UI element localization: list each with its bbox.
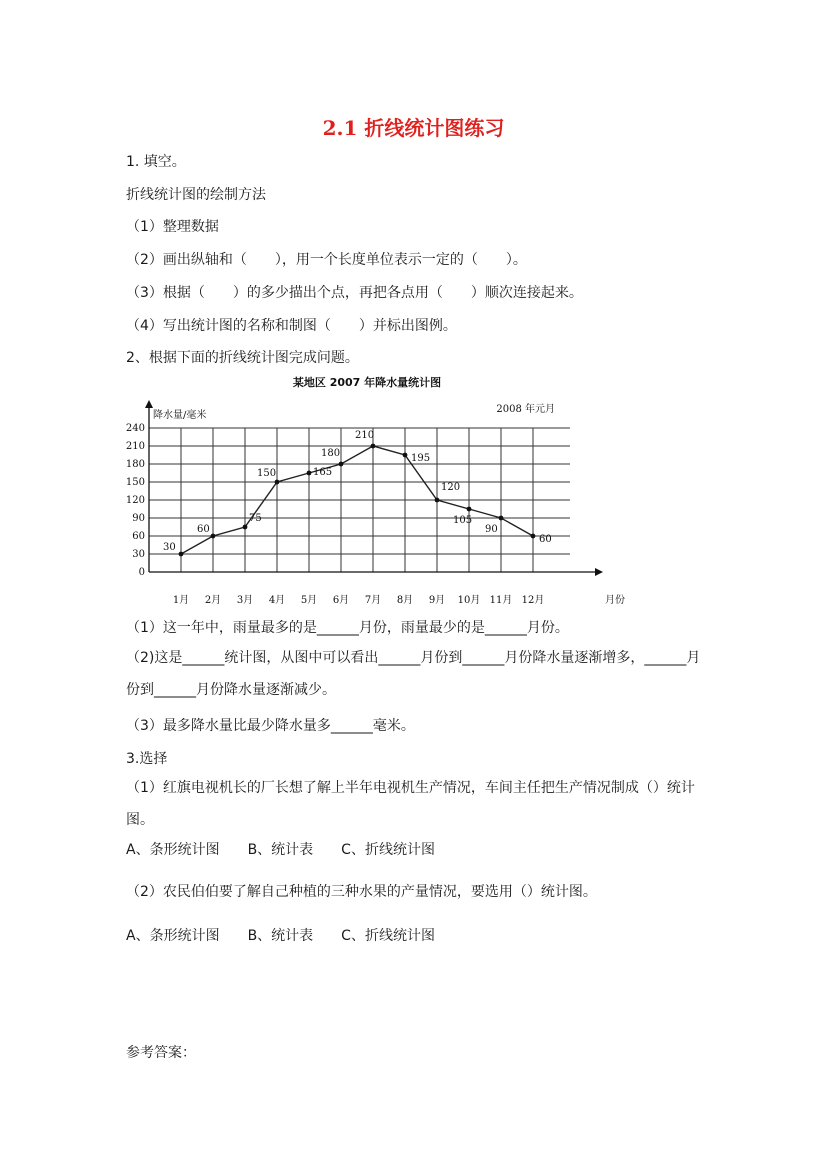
y-axis-label: 降水量/毫米 [153,410,207,421]
data-point [403,453,408,458]
q1-item-1: （1）整理数据 [126,219,219,235]
data-point [243,525,248,530]
data-point [339,462,344,467]
data-label: 180 [321,448,341,459]
x-tick-label: 11月 [489,595,513,606]
data-label: 210 [355,430,375,441]
y-tick-label: 180 [125,459,145,470]
q1-item-4: （4）写出统计图的名称和制图（ ）并标出图例。 [126,318,457,334]
data-label: 30 [163,542,176,553]
q2-item-3: （3）最多降水量比最少降水量多______毫米。 [126,718,415,734]
y-tick-label: 150 [125,477,145,488]
q1-item-3: （3）根据（ ）的多少描出个点，再把各点用（ ）顺次连接起来。 [126,285,583,301]
answers-heading: 参考答案： [126,1045,196,1061]
data-label: 60 [197,524,210,535]
data-point [499,516,504,521]
q1-heading: 1. 填空。 [126,154,186,170]
data-label: 90 [485,524,498,535]
data-point [467,507,472,512]
data-point [275,480,280,485]
q1-item-2: （2）画出纵轴和（ ），用一个长度单位表示一定的（ ）。 [126,252,527,268]
chart-subtitle: 2008 年元月 [496,404,555,415]
x-tick-label: 5月 [300,595,318,606]
data-point [435,498,440,503]
y-tick-label: 210 [125,441,145,452]
q1-intro: 折线统计图的绘制方法 [126,187,266,203]
rainfall-line-chart [125,370,625,610]
y-tick-label: 240 [125,423,145,434]
q3-options-1: A、条形统计图 B、统计表 C、折线统计图 [126,842,435,858]
data-label: 60 [539,534,552,545]
x-axis-label: 月份 [605,595,625,606]
data-point [307,471,312,476]
y-tick-label: 120 [125,495,145,506]
x-axis-arrow [595,568,603,576]
data-point [211,534,216,539]
chart-svg [125,370,625,610]
data-point [531,534,536,539]
page-title: 2.1 折线统计图练习 [322,116,505,140]
q2-item-1: （1）这一年中，雨量最多的是______月份，雨量最少的是______月份。 [126,620,569,636]
x-tick-label: 6月 [332,595,350,606]
q3-heading: 3.选择 [126,751,168,767]
x-tick-label: 10月 [457,595,481,606]
x-tick-label: 12月 [521,595,545,606]
q3-item-1: （1）红旗电视机长的厂长想了解上半年电视机生产情况，车间主任把生产情况制成（）统计图。 [126,780,695,828]
q2-item-2: （2)这是______统计图，从图中可以看出______月份到______月份降水量逐渐增多，______月份到______月份降水量逐渐减少。 [126,650,701,698]
y-axis-arrow [145,400,153,408]
data-label: 195 [411,453,431,464]
data-point [179,552,184,557]
y-tick-label: 0 [138,567,145,578]
data-point [371,444,376,449]
x-tick-label: 4月 [268,595,286,606]
q2-heading: 2、根据下面的折线统计图完成问题。 [126,350,359,366]
y-tick-label: 30 [132,549,145,560]
y-tick-label: 90 [132,513,145,524]
x-tick-label: 9月 [428,595,446,606]
data-label: 105 [453,515,473,526]
y-tick-label: 60 [132,531,145,542]
data-label: 75 [249,513,262,524]
data-label: 150 [257,468,277,479]
chart-title: 某地区 2007 年降水量统计图 [292,376,442,389]
data-label: 165 [313,467,333,478]
data-label: 120 [441,482,461,493]
q3-options-2: A、条形统计图 B、统计表 C、折线统计图 [126,928,435,944]
x-tick-label: 1月 [172,595,190,606]
x-tick-label: 7月 [364,595,382,606]
x-tick-label: 3月 [236,595,254,606]
x-tick-label: 2月 [204,595,222,606]
q3-item-2: （2）农民伯伯要了解自己种植的三种水果的产量情况，要选用（）统计图。 [126,884,597,900]
x-tick-label: 8月 [396,595,414,606]
